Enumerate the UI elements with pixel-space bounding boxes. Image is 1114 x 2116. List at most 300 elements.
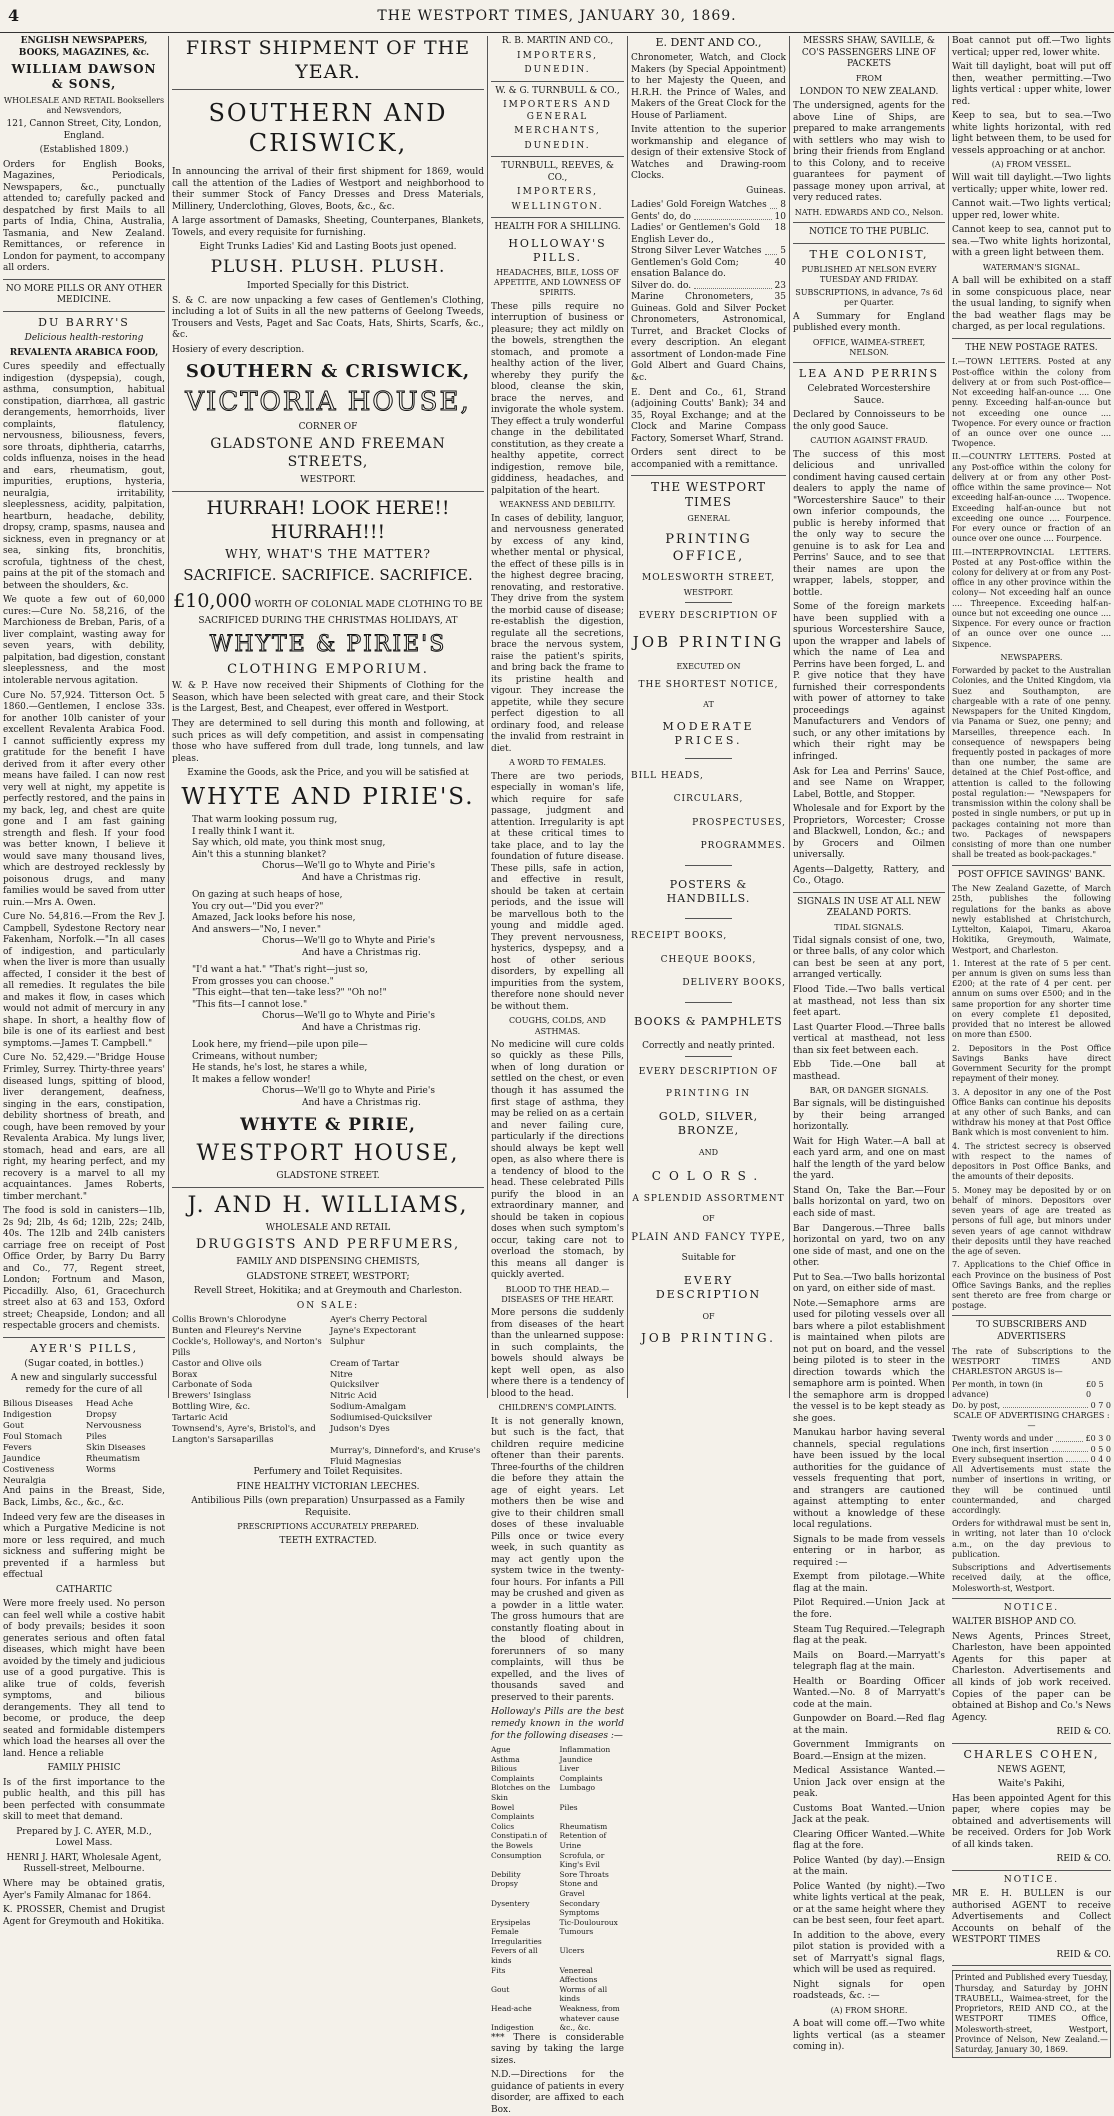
holloway-subhead: WEAKNESS AND DEBILITY.	[499, 500, 616, 510]
disease-item: Costiveness	[3, 1464, 55, 1475]
signal-item: Exempt from pilotage.—White flag at the main.	[793, 1572, 945, 1594]
from-shore: (A) FROM SHORE.	[830, 2005, 908, 2015]
signal-item: Police Wanted (by day).—Ensign at the main.	[793, 1855, 945, 1878]
sale-item: Nitric Acid	[330, 1391, 377, 1402]
lea-body: The success of this most delicious and unrivalled condiment having caused certain dealers to apply the name of "Worcestershire Sauce" to their own inferior compounds, the public is hereby informed that the only way to secure the genuine is to ask for Lea and Perrins' Sauce, and to see that their names are upon the wrapper, labels, stopper, and bottle.	[793, 449, 945, 598]
signals-body: Stand On, Take the Bar.—Four balls horizontal on yard, two on each side of mast.	[793, 1185, 945, 1219]
signals-body: Bar signals, will be distinguished by their being arranged horizontally.	[793, 1099, 945, 1133]
du-barry-title: DU BARRY'S	[38, 315, 130, 329]
martin-importers: IMPORTERS,	[517, 50, 598, 61]
poem-chorus: And have a Christmas rig.	[302, 1022, 421, 1033]
lea-perrins-sub: Celebrated Worcestershire Sauce.	[807, 384, 931, 406]
disease-item: Nervousness	[86, 1421, 142, 1432]
du-barry-body: Cures speedily and effectually indigestion (dyspepsia), cough, asthma, consumption, habitual constipation, diarrhœa, all gastric derangements, hemorrhoids, liver complaints, flatulency, nervousness, biliousness, fevers, sore throats, diphtheria, catarrhs, colds influenza, noises in the head and ears, rheumatism, gout, impurities, eruptions, hysteria, neuralgia, irritability, sleeplessness, acidity, palpitation, heartburn, headache, debility, dropsy, cramp, spasms, nausea and sickness, even in pregnancy or at sea, sinking fits, bronchitis, scrofula, tightness of the chest, pains at the pit of the stomach and between the shoulders, &c.	[3, 362, 165, 591]
disease-item: Piles	[86, 1432, 107, 1443]
leader-dots	[694, 281, 771, 290]
ayer-hart: HENRI J. HART, Wholesale Agent, Russell-street, Melbourne.	[6, 1852, 162, 1875]
on-sale-list	[172, 1315, 484, 1467]
wt-item: CIRCULARS,	[673, 794, 744, 805]
williams-druggists: DRUGGISTS AND PERFUMERS,	[195, 1237, 461, 1253]
price-row	[631, 212, 786, 224]
signal-item: Cannot keep to sea, cannot put to sea.—Two white lights horizontal, with a green light between them.	[952, 225, 1111, 259]
disease-item: Constipati.n of the Bowels	[491, 1831, 547, 1850]
notice-heading: NOTICE.	[1003, 1602, 1060, 1613]
rate-row-value: 0 7 0	[1090, 1400, 1111, 1410]
signal-item: Boat cannot put off.—Two lights vertical; upper red, lower white.	[952, 36, 1111, 58]
wt-every-description: EVERY DESCRIPTION OF	[638, 611, 779, 622]
revalenta-heading: REVALENTA ARABICA FOOD,	[9, 347, 159, 358]
wt-westport: WESTPORT.	[683, 587, 734, 597]
sc-body: S. & C. are now unpacking a few cases of Gentlemen's Clothing, including a lot of Suits in all the new patterns of Geelong Tweeds, Trousers and Vests, Paget and Sac Coats, Hats, Shirts, Scarfs, &c., &c.	[172, 295, 484, 341]
signal-item: Medical Assistance Wanted.—Union Jack over ensign at the peak.	[793, 1766, 945, 1800]
price-row-label: Gents' do, do	[631, 211, 691, 222]
disease-item: Bowel Complaints	[491, 1802, 535, 1822]
signal-item: Gunpowder on Board.—Red flag at the main.	[793, 1714, 945, 1736]
leader-dots	[1056, 1434, 1083, 1441]
signal-item: Customs Boat Wanted.—Union Jack at the peak.	[793, 1803, 945, 1826]
disease-item: Jaundice	[3, 1453, 41, 1464]
wt-shortest: THE SHORTEST NOTICE,	[638, 680, 779, 691]
signals-body: Put to Sea.—Two balls horizontal on yard, on either side of mast.	[793, 1272, 945, 1295]
lea-caution: CAUTION AGAINST FRAUD.	[810, 436, 928, 446]
wt-and: AND	[698, 1148, 719, 1158]
whats-the-matter: WHY, WHAT'S THE MATTER?	[225, 547, 431, 562]
poem-line: You cry out—"Did you ever?"	[192, 901, 324, 912]
wt-items	[631, 771, 786, 853]
holloway-body: In cases of debility, languor, and nervousness generated by excess of any kind, whether mental or physical, the effect of these pills is in the highest degree bracing, renovating, and restorative. They drive from the system the morbid cause of disease; re-establish the digestion, regulate all the secretions, brace the nervous system, raise the patient's spirits, and bring back the frame to its pristine health and vigour. They increase the appetite, while they secure perfect digestion to all ordinary food, and release the invalid from restraint in diet.	[491, 513, 624, 754]
disease-item: Consumption	[491, 1850, 542, 1860]
disease-item: Piles	[559, 1802, 578, 1812]
dawson-address: 121, Cannon Street, City, London, England.	[6, 119, 162, 141]
on-sale: ON SALE:	[296, 1300, 360, 1311]
ayer-prosser: K. PROSSER, Chemist and Drugist Agent for Greymouth and Hokitika.	[3, 1905, 165, 1927]
tidal-signals: TIDAL SIGNALS.	[834, 922, 904, 932]
perfumery: Perfumery and Toilet Requisites.	[253, 1467, 403, 1478]
dent-price-list	[631, 200, 786, 292]
rate-row	[952, 1401, 1111, 1411]
disease-item: Dysentery	[491, 1898, 530, 1908]
wt-books: BOOKS & PAMPHLETS	[634, 1014, 783, 1028]
ayer-body: Is of the first importance to the public health, and this pill has been perfected with consummate skill to meet that demand.	[3, 1777, 165, 1823]
cohen-body: Has been appointed Agent for this paper, where copies may be obtained and advertisements will be received. Orders for Job Work of all kinds taken.	[952, 1793, 1111, 1850]
price-row-label: Ladies' Gold Foreign Watches	[631, 200, 767, 211]
ayer-title: AYER'S PILLS,	[29, 1341, 139, 1355]
wt-title: THE WESTPORT TIMES	[650, 480, 767, 510]
savings-paragraph: 5. Money may be deposited by or on behalf of minors. Depositors over seven years of age are treated as persons of full age, but minors under seven years of age cannot withdraw their deposits until they have reached the age of seven.	[952, 1185, 1111, 1257]
signals-body: In addition to the above, every pilot station is provided with a set of Marryatt's signal flags, which will be used as required.	[793, 1930, 945, 1976]
bar-signals: BAR, OR DANGER SIGNALS.	[809, 1086, 929, 1096]
holloway-body: There are two periods, especially in woman's life, which require for safe passage, judgment and attention. Irregularity is apt at these critical times to take place, and to lay the foundation of future disease. These pills, safe in action, and effective in result, should be taken at certain periods, and the issue will be marvellous both to the young and middle aged. They prevent nervousness, hysterics, dyspepsy, and a host of other serious disorders, by expelling all impurities from the system, therefore none should never be without them.	[491, 771, 624, 1012]
poem-line: Say which, old mate, you think most snug,	[192, 838, 386, 849]
sale-item: Ayer's Cherry Pectoral	[330, 1315, 428, 1326]
corner-of: CORNER OF	[298, 421, 358, 432]
westport-house: WESTPORT HOUSE,	[196, 1141, 460, 1167]
wt-posters: POSTERS & HANDBILLS.	[666, 877, 751, 906]
sale-item: Bottling Wire, &c.	[172, 1402, 251, 1413]
price-row	[631, 258, 786, 281]
signal-item: Police Wanted (by night).—Two white lights vertical at the peak, or at the same height where they can be best seen, four feet apart.	[793, 1881, 945, 1927]
dawson-sub: WHOLESALE AND RETAIL Booksellers and Newsvendors,	[3, 95, 165, 115]
signals-body: Night signals for open roadsteads, &c. :—	[793, 1979, 945, 2002]
wt-splendid: A SPLENDID ASSORTMENT	[632, 1194, 785, 1205]
wt-of-2: OF	[702, 1312, 715, 1322]
antibilious: Antibilious Pills (own preparation) Unsurpassed as a Family Requisite.	[191, 1496, 465, 1518]
disease-item: Indigestion	[491, 2023, 534, 2033]
waterman-body: A ball will be exhibited on a staff in some conspicuous place, near the usual landing, to signify when the bad weather flags may be charged, as per local regulations.	[952, 276, 1111, 333]
disease-item: Head-ache	[491, 2004, 532, 2014]
subscribers-body: The rate of Subscriptions to the WESTPORT TIMES AND CHARLESTON ARGUS is—	[952, 1346, 1111, 1376]
price-row-value: 18	[774, 223, 786, 234]
holloway-body: These pills require no interruption of business or pleasure; they act mildly on the bowels, strengthen the stomach, and promote a healthy action of the liver, whereby they purify the blood, cleanse the skin, brace the nerves, and invigorate the whole system. They effect a truly wonderful change in the debilitated constitution, as they create a healthy appetite, correct indigestion, remove bile, giddiness, headaches, and palpitation of the heart.	[491, 301, 624, 496]
postage-heading: THE NEW POSTAGE RATES.	[965, 342, 1098, 353]
disease-item: Worms of all kinds	[559, 1984, 608, 2004]
price-row-label: Gentlemen's Gold Com; ensation Balance do.	[631, 257, 739, 280]
signals-body: Manukau harbor having several channels, special regulations have been issued by the local authorities for the guidance of vessels frequenting that port, and strangers are cautioned against attempting to enter without a knowledge of these local regulations.	[793, 1428, 945, 1531]
sale-item: Murray's, Dinneford's, and Kruse's Fluid Magnesias	[330, 1445, 481, 1467]
sale-item: Sodiumised-Quicksilver	[330, 1413, 432, 1424]
disease-item: Female Irregularities	[491, 1927, 542, 1946]
martin-name: R. B. MARTIN AND CO.,	[501, 36, 614, 46]
williams-address: GLADSTONE STREET, WESTPORT;	[246, 1271, 410, 1282]
holloway-subhead: COUGHS, COLDS, AND ASTHMAS.	[509, 1016, 606, 1036]
sale-item: Quicksilver	[330, 1380, 379, 1391]
sc-body: Hosiery of every description.	[172, 345, 305, 355]
from-vessel: (A) FROM VESSEL.	[991, 160, 1072, 170]
disease-item: Ulcers	[559, 1946, 585, 1956]
ayer-prepared: Prepared by J. C. AYER, M.D., Lowel Mass.	[16, 1826, 152, 1849]
poem-line: Look here, my friend—pile upon pile—	[192, 1040, 368, 1051]
savings-paragraph: 4. The strictest secrecy is observed with respect to the names of depositors in Post Office Banks, and the amounts of their deposits.	[952, 1141, 1111, 1182]
sale-item: Carbonate of Soda	[172, 1380, 253, 1391]
advertising-body	[952, 1465, 1111, 1594]
poem-line: On gazing at such heaps of hose,	[192, 890, 343, 901]
sc-westport: WESTPORT.	[300, 475, 356, 486]
rate-row-label: Per month, in town (in advance)	[952, 1380, 1043, 1400]
poem-line: It makes a fellow wonder!	[192, 1074, 311, 1085]
bullen-signature: REID & CO.	[1056, 1949, 1111, 1960]
du-barry-body: Cure No. 52,429.—"Bridge House Frimley, Surrey. Thirty-three years' diseased lungs, spitting of blood, liver derangement, deafness, singing in the ears, constipation, debility shortness of breath, and cough, have been removed by your Revalenta Arabica. My lungs liver, stomach, head and ears, are all right, my hearing perfect, and my recovery is a marvel to all my acquaintances. James Roberts, timber merchant."	[3, 1053, 165, 1202]
martin-dunedin: DUNEDIN.	[524, 65, 591, 76]
holloway-title: HOLLOWAY'S PILLS.	[508, 236, 607, 264]
bishop-name: WALTER BISHOP AND CO.	[952, 1617, 1077, 1628]
sale-item: Jayne's Expectorant	[330, 1326, 416, 1337]
disease-item: &c., &c.	[559, 2023, 591, 2033]
colonist-title: THE COLONIST,	[809, 247, 929, 261]
holloway-body: More persons die suddenly from diseases of the heart than the unlearned suppose: in such complaints, the bowels should always be kept well open, as also where there is a tendency of blood to the head.	[491, 1308, 624, 1399]
health-shilling: HEALTH FOR A SHILLING.	[494, 222, 621, 233]
sale-item: Borax	[172, 1369, 198, 1380]
poem-line: "This eight—that ten—take less?" "Oh no!"	[192, 988, 387, 999]
whyte-pirie-bold: WHYTE & PIRIE,	[240, 1115, 416, 1136]
wp-body: W. & P. Have now received their Shipments of Clothing for the Season, which have been selected with great care, and their Stock is the Largest, Best, and Cheapest, ever offered in Westport.	[172, 681, 484, 715]
turnbull-merchants: MERCHANTS,	[514, 126, 601, 137]
first-shipment: FIRST SHIPMENT OF THE YEAR.	[185, 37, 471, 84]
sale-item: Castor and Olive oils	[172, 1358, 262, 1369]
signals-list	[793, 1572, 945, 1927]
disease-item: Gout	[3, 1421, 24, 1432]
signals-body: Last Quarter Flood.—Three balls vertical at masthead, not less than six feet between each.	[793, 1022, 945, 1056]
savings-heading: POST OFFICE SAVINGS' BANK.	[957, 869, 1106, 880]
disease-item: Blotches on the Skin	[491, 1783, 551, 1802]
leader-dots	[1066, 1455, 1087, 1462]
column-6	[949, 36, 1114, 2055]
wt-item: PROSPECTUSES,	[692, 817, 786, 828]
bishop-body: News Agents, Princes Street, Charleston, have been appointed Agents for this paper at Charleston. Advertisements and all kinds of job work received. Copies of the paper can be obtained at Bishop and Co.'s News Agency.	[952, 1631, 1111, 1723]
poem-chorus: Chorus—We'll go to Whyte and Pirie's	[262, 1086, 435, 1097]
clothing-emporium: CLOTHING EMPORIUM.	[227, 661, 429, 677]
signal-item: Clearing Officer Wanted.—White flag at the fore.	[793, 1829, 945, 1852]
savings-paragraph: The New Zealand Gazette, of March 25th, publishes the following regulations for the banks as above newly established at Christchurch, Lyttelton, Kaiapoi, Timaru, Akaroa Hokitika, Greymouth, Waimate, Westport, and Charleston.	[952, 884, 1111, 955]
bishop-signature: REID & CO.	[1056, 1727, 1111, 1738]
sale-item: Tartaric Acid	[172, 1413, 228, 1424]
ayer-disease-list	[3, 1399, 165, 1486]
wt-every-2: EVERY DESCRIPTION OF	[638, 1067, 779, 1078]
signals-body: Ebb Tide.—One ball at masthead.	[793, 1060, 945, 1082]
imprint: Printed and Published every Tuesday, Thursday, and Saturday by JOHN TRAUBELL, Waimea-street, for the Proprietors, REID AND CO., at the WESTPORT TIMES Office, Molesworth-street, Westport, Province of Nelson, New Zealand.—Saturday, January 30, 1869.	[952, 1970, 1111, 2058]
disease-item: Sore Throats	[559, 1869, 609, 1879]
disease-item: Weakness, from whatever cause	[559, 2004, 620, 2023]
shaw-heading: MESSRS SHAW, SAVILLE, & CO'S PASSENGERS LINE OF PACKETS	[801, 36, 937, 70]
reeves-importers: IMPORTERS,	[517, 187, 598, 198]
leader-dots	[1052, 1445, 1088, 1452]
cohen-sub: NEWS AGENT,	[997, 1764, 1066, 1775]
disease-item: Dropsy	[491, 1879, 519, 1889]
reeves-name: TURNBULL, REEVES, & CO.,	[501, 161, 614, 183]
savings-paragraph: 2. Depositors in the Post Office Savings Banks have direct Government Security for the prompt repayment of their money.	[952, 1043, 1111, 1084]
ayer-family-phisic: FAMILY PHISIC	[47, 1763, 121, 1774]
sc-body: A large assortment of Damasks, Sheeting, Counterpanes, Blankets, Towels, and every requisite for furnishing.	[172, 216, 484, 238]
colonist-body: A Summary for England published every month.	[793, 311, 945, 334]
wt-job-printing: JOB PRINTING	[632, 632, 785, 651]
holloway-body: It is not generally known, but such is the fact, that children require medicine oftener than their parents. Three-fourths of the children die before they attain the age of eight years. Let mothers then be wise and give to their children small doses of these invaluable Pills once or twice every week, in such quantity as may act gently upon the system twice in the twenty-four hours. For infants a Pill may be crushed and given as a powder in a little water. The gross humours that are constantly floating about in the blood of children, forerunners of so many complaints, will thus be expelled, and the lives of thousands saved and preserved to their parents.	[491, 1416, 624, 1703]
poem-chorus: Chorus—We'll go to Whyte and Pirie's	[262, 1011, 435, 1022]
rate-row	[952, 1434, 1111, 1444]
rate-row-value: 0 5 0	[1090, 1444, 1111, 1454]
rate-row-label: One inch, first insertion	[952, 1444, 1049, 1454]
wt-at: AT	[703, 699, 714, 709]
wt-item: BILL HEADS,	[631, 770, 704, 781]
column-5	[790, 36, 948, 2053]
southern-criswick-bold: SOUTHERN & CRISWICK,	[185, 360, 471, 382]
disease-item: Foul Stomach	[3, 1432, 63, 1443]
guineas-label: Guineas.	[746, 185, 786, 196]
disease-item: Indigestion	[3, 1410, 52, 1421]
holloway-nb: N.D.—Directions for the guidance of patients in every disorder, are affixed to each Box.	[491, 2070, 624, 2115]
lea-body: Declared by Connoisseurs to be the only good Sauce.	[793, 410, 945, 432]
poem-chorus: Chorus—We'll go to Whyte and Pirie's	[262, 936, 435, 947]
holloway-body: No medicine will cure colds so quickly as these Pills, when of long duration or settled on the chest, or even though it has assumed the first stage of asthma, they may be relied on as a certain and never failing cure, particularly if the directions should always be kept well open, as also where there is a tendency of blood to the head. These celebrated Pills purify the blood in an extraordinary manner, and should be taken in copious doses when such symptom's occur, taking care not to overload the stomach, by this means all danger is quickly averted.	[491, 1039, 624, 1281]
signal-item: Health or Boarding Officer Wanted.—No. 8 of Marryatt's code at the main.	[793, 1676, 945, 1710]
no-more-pills: NO MORE PILLS OR ANY OTHER MEDICINE.	[5, 283, 163, 306]
newspapers-body: Forwarded by packet to the Australian Colonies, and the United Kingdom, via Suez and Southampton, are chargeable with a rate of one penny. Newspapers for the United Kingdom, via Panama or Suez, one penny; and Marseilles, threepence each. In consequence of newspapers being frequently posted in packages of more than one number, the same are detained at the Chief Post-office, and attention is called to the following postal regulation:— "Newspapers for transmission within the colony shall be posted in single numbers, or put up in packages containing not more than two. Packages of newspapers consisting of more than one number shall be treated as book-packages."	[952, 666, 1111, 860]
shaw-signature: NATH. EDWARDS AND CO., Nelson.	[794, 207, 944, 217]
du-barry-body: The food is sold in canisters—1lb, 2s 9d; 2lb, 4s 6d; 12lb, 22s; 24lb, 40s. The 12lb and 24lb canisters carriage free on receipt of Post Office Order, by Barry Du Barry and Co., 77, Regent street, London; Fortnum and Mason, Piccadilly. Also, 61, Gracechurch street also at 63 and 153, Oxford street; Cheapside, London; and all respectable grocers and chemists.	[3, 1206, 165, 1332]
cohen-address: Waite's Pakihi,	[998, 1779, 1065, 1790]
sale-item: Brewers' Isinglass	[172, 1391, 251, 1402]
signal-item: Keep to sea, but to sea.—Two white lights horizontal, with red light between them, to be used for vessels approaching or at anchor.	[952, 111, 1111, 156]
signals-body: Signals to be made from vessels entering or in harbor, as required :—	[793, 1534, 945, 1568]
sc-body: In announcing the arrival of their first shipment for 1869, would call the attention of the Ladies of Westport and neighborhood to their summer Stock of Fancy Dresses and Dress Materials, Millinery, Underclothing, Gloves, Boots, &c., &c.	[172, 167, 484, 212]
scale-heading: SCALE OF ADVERTISING CHARGES :—	[953, 1410, 1110, 1431]
wp-body: Examine the Goods, ask the Price, and you will be satisfied at	[187, 768, 469, 779]
plush-sub: Imported Specially for this District.	[246, 281, 410, 292]
whyte-pirie-outline: WHYTE & PIRIE'S	[209, 631, 447, 657]
wp-body: They are determined to sell during this month and following, at such prices as will defy competition, and assist in compensating those who have suffered from dull trade, long tunnels, and law pleas.	[172, 718, 484, 764]
disease-item: Secondary Symptoms	[559, 1898, 600, 1918]
holloway-diseases-intro: Holloway's Pills are the best remedy known in the world for the following diseases :—	[491, 1707, 624, 1741]
signal-item: Cannot wait.—Two lights vertical; upper red, lower white.	[952, 199, 1111, 221]
running-head: THE WESTPORT TIMES, JANUARY 30, 1869.	[377, 8, 737, 24]
signals-body: A boat will come off.—Two white lights vertical (as a steamer coming in).	[793, 2019, 945, 2053]
wt-item: CHEQUE BOOKS,	[660, 954, 757, 965]
williams-name: J. AND H. WILLIAMS,	[187, 1192, 469, 1218]
wt-molesworth: MOLESWORTH STREET,	[642, 573, 775, 584]
price-row-label: Strong Silver Lever Watches	[631, 246, 762, 257]
turnbull-dunedin: DUNEDIN.	[524, 140, 591, 151]
lea-body: Wholesale and for Export by the Proprietors, Worcester; Crosse and Blackwell, London, &c.; and by Grocers and Oilmen universally.	[793, 804, 945, 861]
ayer-cathartic: CATHARTIC	[55, 1584, 113, 1595]
colonist-sub: PUBLISHED AT NELSON EVERY TUESDAY AND FRIDAY.	[801, 264, 937, 284]
disease-item: Neuralgia	[3, 1475, 47, 1486]
subscribers-heading: TO SUBSCRIBERS AND ADVERTISERS	[976, 1320, 1087, 1342]
price-row-value: 8	[780, 200, 786, 211]
disease-item: Debility	[491, 1869, 521, 1879]
holloway-disease-list	[491, 1745, 624, 2033]
shaw-route: LONDON TO NEW ZEALAND.	[799, 86, 939, 97]
signals-continued	[952, 36, 1111, 157]
notice-heading-2: NOTICE.	[1003, 1874, 1060, 1885]
price-row-value: 40	[774, 257, 786, 268]
disease-item: Rheumatism	[559, 1821, 608, 1831]
wt-suitable: Suitable for	[681, 1252, 736, 1263]
masthead	[0, 0, 1114, 33]
rate-row	[952, 1380, 1111, 1400]
postage-paragraph: II.—COUNTRY LETTERS. Posted at any Post-office within the colony for delivery at or from any other Post-office within the same province— Not exceeding half-an-ounce .... Twopence. Exceeding half-an-ounce but not exceeding one ounce .... Fourpence. For every ounce or fraction of an ounce over one ounce .... Fourpence.	[952, 452, 1111, 544]
signal-item: Will wait till daylight.—Two lights vertically; upper white, lower red.	[952, 173, 1111, 195]
disease-item: Dropsy	[86, 1410, 117, 1421]
ayer-almanac: Where may be obtained gratis, Ayer's Family Almanac for 1864.	[3, 1878, 165, 1901]
poem-chorus: And have a Christmas rig.	[302, 872, 421, 883]
holloway-subhead: BLOOD TO THE HEAD.—DISEASES OF THE HEART.	[501, 1284, 614, 1304]
rate-row-label: Twenty words and under	[952, 1434, 1053, 1444]
signals-body: Note.—Semaphore arms are used for piloting vessels over all bars where a pilot establishment is maintained when pilots are not put on board, and the vessel being piloted is to steer in the direction towards which the semaphore arm is pointed. When the semaphore arm is dropped the vessel is to be kept steady as she goes.	[793, 1298, 945, 1424]
wt-item: RECEIPT BOOKS,	[631, 931, 728, 942]
colonist-office: OFFICE, WAIMEA-STREET, NELSON.	[812, 337, 926, 357]
subscription-rates	[952, 1380, 1111, 1411]
price-row	[631, 281, 786, 293]
postage-rates	[952, 357, 1111, 650]
wt-job-printing-2: JOB PRINTING.	[641, 1330, 776, 1345]
ayer-body: And pains in the Breast, Side, Back, Limbs, &c., &c., &c.	[3, 1486, 165, 1508]
dawson-name: WILLIAM DAWSON & SONS,	[11, 62, 157, 92]
cohen-name: CHARLES COHEN,	[963, 1747, 1100, 1761]
disease-item: Fevers of all kinds	[491, 1946, 538, 1966]
page-number: 4	[8, 6, 20, 25]
savings-paragraph: 1. Interest at the rate of 5 per cent. per annum is given on sums less than £200; at the rate of 4 per cent. per annum on sums over £500; and in the same proportion for any shorter time on every complete £1 deposited, provided that no interest be allowed on more than £500.	[952, 958, 1111, 1040]
du-barry-body: Cure No. 54,816.—From the Rev J. Campbell, Sydestone Rectory near Fakenham, Norfolk.—"In all cases of indigestion, and particularly when the liver is more than usually affected, I consider it the best of all remedies. It regulates the bile and makes it flow, in cases which would not admit of mercury in any shape. In short, a healthy flow of bile is one of its earliest and best symptoms.—James T. Campbell."	[3, 912, 165, 1049]
poem-line: From grosses you can choose."	[192, 976, 334, 987]
poem-line: "I'd want a hat." "That's right—just so,	[192, 965, 368, 976]
ayer-body: Were more freely used. No person can feel well while a costive habit of body prevails; besides it soon generates serious and often fatal diseases, which might have been avoided by the timely and judicious use of a good purgative. This is alike true of colds, feverish symptoms, and bilious derangements. They all tend to become, or produce, the deep seated and formidable distempers which load the hearses all over the land. Hence a reliable	[3, 1599, 165, 1759]
disease-item: Liver Complaints	[559, 1764, 603, 1783]
signal-item: Government Immigrants on Board.—Ensign at the mizen.	[793, 1740, 945, 1762]
rate-row-value: 0 4 0	[1090, 1454, 1111, 1464]
disease-item: Venereal Affections	[559, 1965, 598, 1985]
disease-item: Retention of Urine	[559, 1831, 607, 1850]
price-row-value: 10	[774, 211, 786, 222]
victoria-house: VICTORIA HOUSE,	[185, 386, 471, 417]
postage-paragraph: I.—TOWN LETTERS. Posted at any Post-office within the colony from delivery at or from such Post-office— Not exceeding half-an-ounce .... One penny. Exceeding half-an-ounce but not exceeding one ounce .... Twopence. For every ounce or fraction of an ounce over one ounce .... Twopence.	[952, 357, 1111, 449]
wt-item: PROGRAMMES.	[700, 841, 786, 852]
wt-correct: Correctly and neatly printed.	[642, 1040, 775, 1051]
poem-line: I really think I want it.	[192, 826, 295, 837]
poem-line: "This fits—I cannot lose."	[192, 999, 308, 1010]
prescriptions: PRESCRIPTIONS ACCURATELY PREPARED.	[237, 1522, 419, 1532]
poem-line: And answers—"No, I never."	[192, 924, 322, 935]
disease-item: Jaundice	[559, 1754, 593, 1764]
du-barry-sub: Delicious health-restoring	[24, 333, 144, 344]
shaw-from: FROM	[855, 73, 883, 83]
leader-dots	[770, 200, 778, 209]
wt-general: GENERAL	[687, 513, 730, 523]
ayer-sub: (Sugar coated, in bottles.)	[24, 1358, 144, 1369]
savings-body	[952, 884, 1111, 1311]
disease-item: Gout	[491, 1984, 510, 1994]
disease-item: Skin Diseases	[86, 1442, 146, 1453]
du-barry-body: We quote a few out of 60,000 cures:—Cure No. 58,216, of the Marchioness de Breban, Paris, of a liver complaint, wasting away for seven years, with debility, palpitation, bad digestion, constant sleeplessness, and the most intolerable nervous agitation.	[3, 595, 165, 686]
colonial-clothing: WORTH OF COLONIAL MADE CLOTHING TO BE	[254, 599, 483, 610]
waterman-signal: WATERMAN'S SIGNAL.	[982, 263, 1081, 272]
disease-item: Rheumatism	[86, 1453, 141, 1464]
dent-name: E. DENT AND CO.,	[655, 36, 762, 49]
disease-item: Bilious Diseases	[3, 1399, 73, 1410]
reeves-wellington: WELLINGTON.	[511, 201, 604, 212]
poem-chorus: And have a Christmas rig.	[302, 947, 421, 958]
sc-boots: Eight Trunks Ladies' Kid and Lasting Boots just opened.	[199, 242, 457, 253]
wt-item: DELIVERY BOOKS,	[682, 978, 786, 989]
disease-item: Bilious Complaints	[491, 1764, 535, 1783]
holloway-saving: *** There is considerable saving by taking the large sizes.	[491, 2032, 624, 2066]
signal-item: Pilot Required.—Union Jack at the fore.	[793, 1598, 945, 1620]
price-row-value: 5	[780, 246, 786, 257]
cohen-signature: REID & CO.	[1056, 1854, 1111, 1865]
dawson-established: (Established 1809.)	[39, 145, 129, 156]
wt-every-3: EVERY DESCRIPTION	[655, 1274, 762, 1302]
leeches: FINE HEALTHY VICTORIAN LEECHES.	[236, 1481, 420, 1492]
sale-item: Cockle's, Holloway's, and Norton's Pills	[172, 1336, 322, 1358]
disease-item: Ague	[491, 1745, 511, 1755]
savings-paragraph: 7. Applications to the Chief Office in each Province on the business of Post Office Savings Banks, and the replies sent thereto are free from charge or postage.	[952, 1260, 1111, 1311]
wt-gold: GOLD, SILVER, BRONZE,	[658, 1110, 759, 1138]
price-row	[631, 200, 786, 212]
dent-body: Orders sent direct to be accompanied with a remittance.	[631, 448, 786, 470]
rate-row-label: Every subsequent insertion	[952, 1454, 1064, 1464]
williams-family: FAMILY AND DISPENSING CHEMISTS,	[236, 1257, 420, 1268]
price-row-label: Silver do. do.	[631, 280, 692, 291]
williams-address2: Revell Street, Hokitika; and at Greymouth and Charleston.	[193, 1286, 463, 1297]
williams-wholesale: WHOLESALE AND RETAIL	[265, 1222, 391, 1233]
poem-chorus: And have a Christmas rig.	[302, 1097, 421, 1108]
signals-heading: SIGNALS IN USE AT ALL NEW ZEALAND PORTS.	[797, 896, 941, 919]
wt-plain: PLAIN AND FANCY TYPE,	[631, 1231, 786, 1243]
sale-item: Cream of Tartar	[330, 1358, 400, 1369]
price-row-label: Ladies' or Gentlemen's Gold English Lever do.,	[631, 223, 760, 245]
disease-item: Colics	[491, 1821, 515, 1831]
poem-line: That warm looking possum rug,	[192, 815, 338, 825]
wt-printing-office: PRINTING OFFICE,	[665, 532, 752, 564]
disease-item: Erysipelas	[491, 1917, 531, 1927]
lea-body: Ask for Lea and Perrins' Sauce, and see Name on Wrapper, Label, Bottle, and Stopper.	[793, 766, 945, 800]
